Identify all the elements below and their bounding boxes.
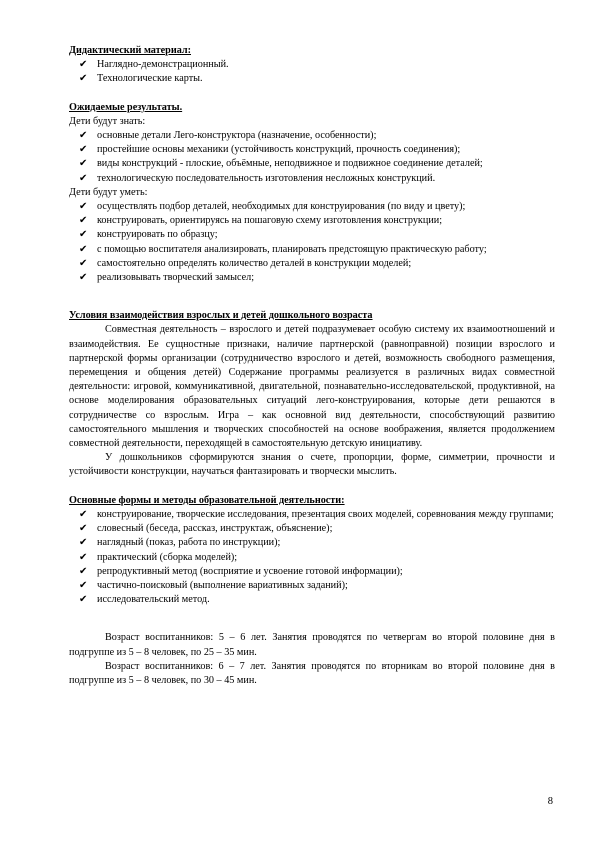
checkmark-icon: ✔ [79,551,88,563]
conditions-paragraph: У дошкольников сформируются знания о счете, пропорции, форме, симметрии, прочности и устойчивости конструкции, научаться фантазировать и творчески мыслить. [69,452,555,478]
list-item: ✔ конструировать по образцу; [69,228,555,242]
results-heading: Ожидаемые результаты. [69,101,183,113]
list-item: ✔ самостоятельно определять количество деталей в конструкции моделей; [69,257,555,271]
know-intro: Дети будут знать: [69,115,146,127]
checkmark-icon: ✔ [79,229,88,241]
checkmark-icon: ✔ [79,73,88,85]
checkmark-icon: ✔ [79,158,88,170]
list-item: ✔ конструировать, ориентируясь на пошаговую схему изготовления конструкции; [69,214,555,228]
checkmark-icon: ✔ [79,130,88,142]
list-item: ✔ исследовательский метод. [69,593,555,607]
age-paragraph: Возраст воспитанников: 6 – 7 лет. Занятия проводятся по вторникам во второй половине дня в подгруппе из 5 – 8 человек, по 30 – 45 мин. [69,660,555,686]
list-item: ✔ практический (сборка моделей); [69,551,555,565]
conditions-paragraph: Совместная деятельность – взрослого и детей подразумевает особую систему их взаимоотношений и взаимодействия. Ее сущностные признаки, наличие партнерской (равноправной) позиции взрослого и партнерской формы организации (сотрудничество взрослого и детей, возможность свободного размещения, перемещения и общения детей) Содержание программы реализуется в различных видах совместной деятельности: игровой, коммуникативной, двигательной, познавательно-исследовательской, продуктивной, на основе моделирования образовательных ситуаций лего-конструирования, которые дети решаются в сотрудничестве со взрослым. Игра – как основной вид деятельности, способствующий развитию самостоятельного мышления и творческих способностей на основе воображения, является продолжением совместной деятельности, переходящей в самостоятельную детскую инициативу. [69,324,555,450]
age-paragraph: Возраст воспитанников: 5 – 6 лет. Занятия проводятся по четвергам во второй половине дня в подгруппе из 5 – 8 человек, по 25 – 35 мин. [69,632,555,658]
methods-heading: Основные формы и методы образовательной деятельности: [69,494,345,506]
page-number: 8 [547,796,553,807]
checkmark-icon: ✔ [79,215,88,227]
checkmark-icon: ✔ [79,172,88,184]
know-list [69,129,555,186]
checkmark-icon: ✔ [79,565,88,577]
list-item: ✔ Технологические карты. [69,72,555,86]
list-item: ✔ Наглядно-демонстрационный. [69,58,555,72]
list-item: ✔ виды конструкций - плоские, объёмные, неподвижное и подвижное соединение деталей; [69,157,555,171]
didactic-heading: Дидактический материал: [69,45,191,56]
checkmark-icon: ✔ [79,257,88,269]
checkmark-icon: ✔ [79,272,88,284]
checkmark-icon: ✔ [79,508,88,520]
checkmark-icon: ✔ [79,537,88,549]
document-page [69,44,555,688]
list-item: ✔ репродуктивный метод (восприятие и усвоение готовой информации); [69,565,555,579]
list-item: ✔ словесный (беседа, рассказ, инструктаж, объяснение); [69,522,555,536]
list-item: ✔ основные детали Лего-конструктора (назначение, особенности); [69,129,555,143]
conditions-heading: Условия взаимодействия взрослых и детей дошкольного возраста [69,310,373,322]
methods-list [69,508,555,607]
checkmark-icon: ✔ [79,144,88,156]
checkmark-icon: ✔ [79,594,88,606]
list-item: ✔ конструирование, творческие исследования, презентация своих моделей, соревнования между группами; [69,508,555,522]
list-item: ✔ технологическую последовательность изготовления несложных конструкций. [69,172,555,186]
checkmark-icon: ✔ [79,201,88,213]
able-intro: Дети будут уметь: [69,186,148,198]
list-item: ✔ простейшие основы механики (устойчивость конструкций, прочность соединения); [69,143,555,157]
list-item: ✔ с помощью воспитателя анализировать, планировать предстоящую практическую работу; [69,243,555,257]
list-item: ✔ реализовывать творческий замысел; [69,271,555,285]
checkmark-icon: ✔ [79,243,88,255]
list-item: ✔ осуществлять подбор деталей, необходимых для конструирования (по виду и цвету); [69,200,555,214]
didactic-list [69,58,555,86]
checkmark-icon: ✔ [79,579,88,591]
list-item: ✔ наглядный (показ, работа по инструкции); [69,536,555,550]
checkmark-icon: ✔ [79,59,88,71]
checkmark-icon: ✔ [79,523,88,535]
list-item: ✔ частично-поисковый (выполнение вариативных заданий); [69,579,555,593]
able-list [69,200,555,285]
